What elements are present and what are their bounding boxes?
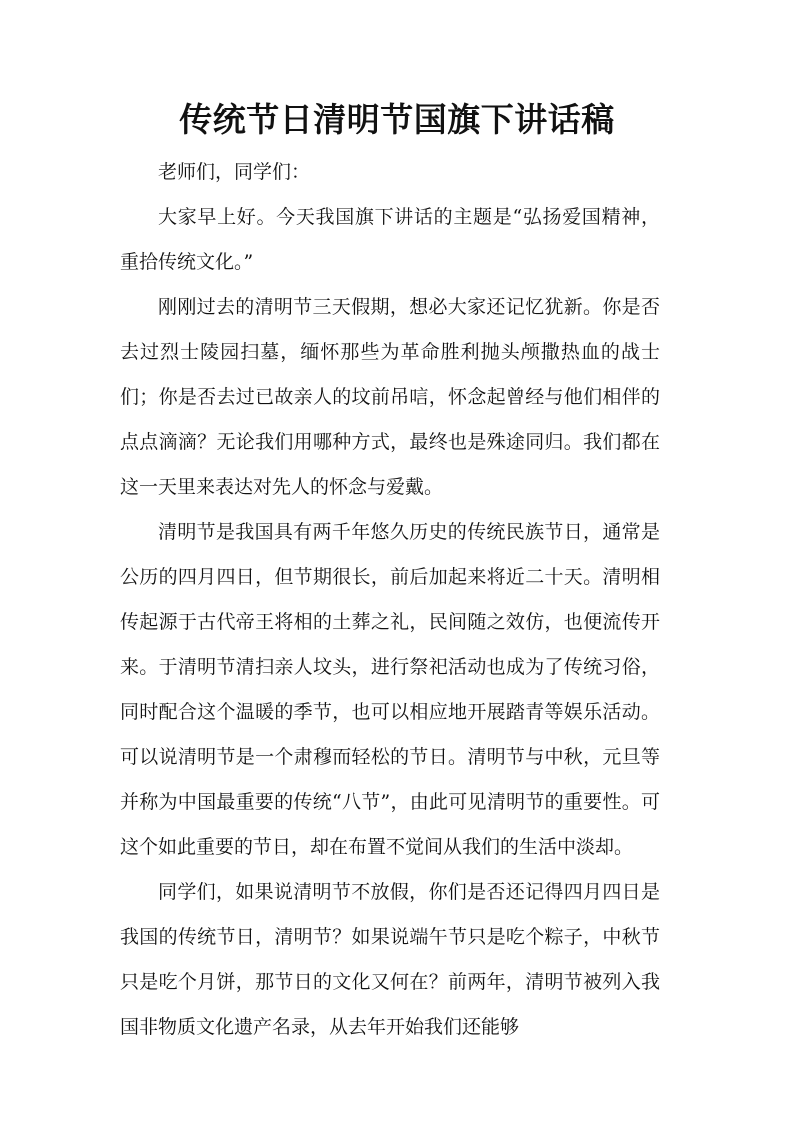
paragraph-holiday-memories: 刚刚过去的清明节三天假期，想必大家还记忆犹新。你是否去过烈士陵园扫墓，缅怀那些为革命胜利抛头颅撒热血的战士们；你是否去过已故亲人的坟前吊唁，怀念起曾经与他们相伴的点点滴滴？无论我们用哪种方式，最终也是殊途同归。我们都在这一天里来表达对先人的怀念与爱戴。: [120, 296, 660, 498]
paragraph-intro: 大家早上好。今天我国旗下讲话的主题是“弘扬爱国精神，重拾传统文化。”: [120, 206, 660, 273]
document-body: [120, 150, 660, 1050]
paragraph-qingming-history: 清明节是我国具有两千年悠久历史的传统民族节日，通常是公历的四月四日，但节期很长，前后加起来将近二十天。清明相传起源于古代帝王将相的土葬之礼，民间随之效仿，也便流传开来。于清明节清扫亲人坟头，进行祭祀活动也成为了传统习俗，同时配合这个温暖的季节，也可以相应地开展踏青等娱乐活动。可以说清明节是一个肃穆而轻松的节日。清明节与中秋，元旦等并称为中国最重要的传统“八节”，由此可见清明节的重要性。可这个如此重要的节日，却在布置不觉间从我们的生活中淡却。: [120, 521, 660, 858]
paragraph-greeting: 老师们，同学们：: [158, 161, 311, 183]
paragraph-culture-question: 同学们，如果说清明节不放假，你们是否还记得四月四日是我国的传统节日，清明节？如果说端午节只是吃个粽子，中秋节只是吃个月饼，那节日的文化又何在？前两年，清明节被列入我国非物质文化遗产名录，从去年开始我们还能够: [120, 881, 660, 1038]
document-title: 传统节日清明节国旗下讲话稿: [179, 100, 615, 139]
